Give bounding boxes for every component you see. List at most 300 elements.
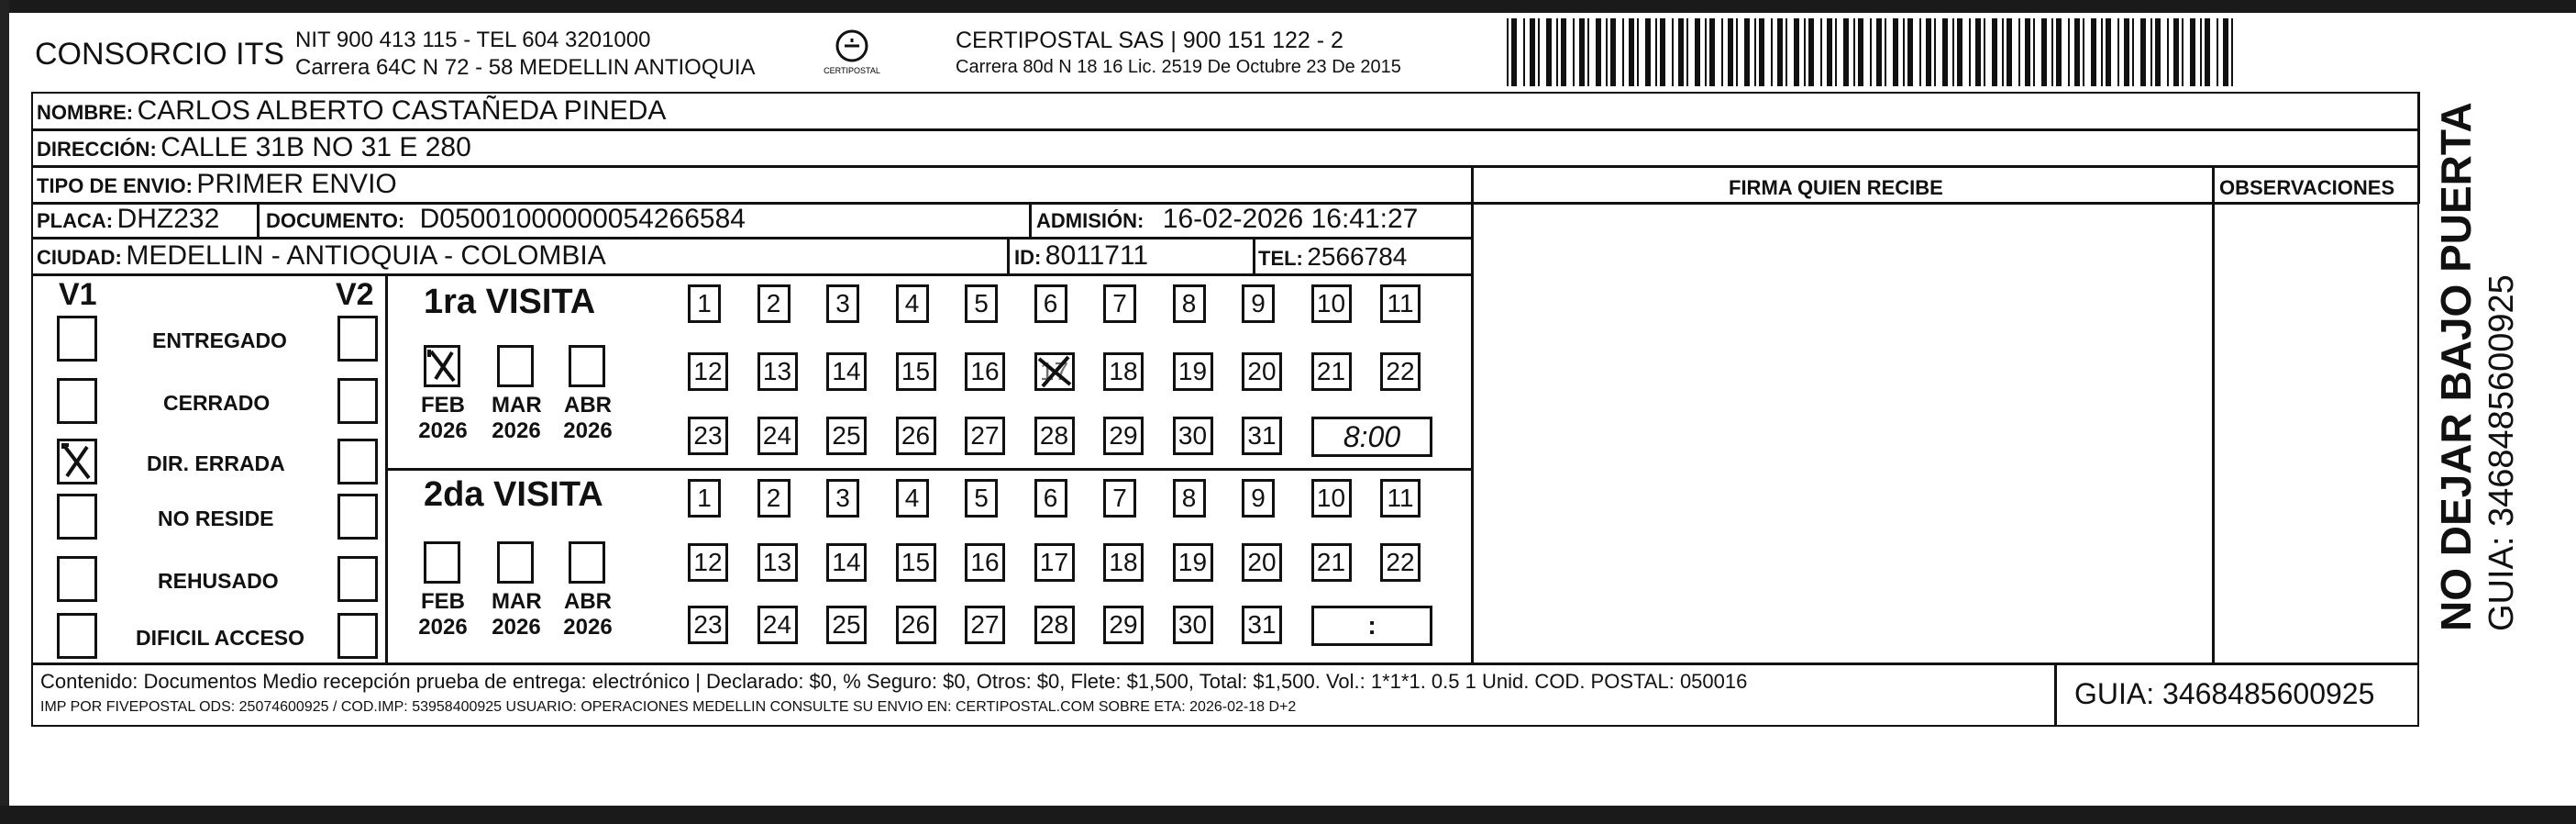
status-label: NO RESIDE bbox=[158, 507, 274, 530]
contenido-text: Contenido: Documentos Medio recepción prueba de entrega: electrónico | Declarado: $0, % Seguro: $0, Otros: $0, Flete: $1,500, Total: $1,500. Vol.: 1*1*1. 0.5 1 Unid. COD. POSTAL: 050016 bbox=[40, 670, 1748, 693]
day-box[interactable] bbox=[1380, 352, 1421, 391]
day-number: 22 bbox=[1386, 548, 1415, 576]
day-number: 11 bbox=[1387, 484, 1414, 512]
day-number: 20 bbox=[1247, 548, 1277, 576]
sender-name: CONSORCIO ITS bbox=[35, 37, 285, 72]
first-visit-time-box[interactable] bbox=[1311, 417, 1432, 457]
day-box[interactable] bbox=[757, 479, 790, 518]
day-box[interactable] bbox=[1173, 352, 1213, 391]
second-visit-time-value: : bbox=[1367, 611, 1376, 640]
day-box[interactable] bbox=[1034, 417, 1075, 455]
day-box[interactable] bbox=[1103, 479, 1136, 518]
day-box[interactable] bbox=[826, 284, 859, 323]
barcode-bar bbox=[1538, 18, 1540, 86]
day-box[interactable] bbox=[1103, 284, 1136, 323]
day-number: 24 bbox=[762, 610, 792, 639]
barcode-bar bbox=[2117, 18, 2119, 86]
barcode-bar bbox=[2124, 18, 2129, 86]
v1-label: V1 bbox=[59, 277, 97, 312]
id-field bbox=[1014, 240, 1148, 272]
day-number: 15 bbox=[901, 357, 931, 385]
day-box[interactable] bbox=[1242, 352, 1282, 391]
barcode-bar bbox=[1794, 18, 1799, 86]
month-label: MAR 2026 bbox=[492, 589, 542, 640]
day-box[interactable] bbox=[826, 543, 867, 582]
barcode-bar bbox=[1835, 18, 1837, 86]
day-number: 25 bbox=[832, 610, 861, 639]
day-number: 15 bbox=[901, 548, 931, 576]
day-box[interactable] bbox=[965, 479, 998, 518]
observaciones-header: OBSERVACIONES bbox=[2219, 176, 2395, 199]
direccion-field bbox=[37, 132, 471, 163]
documento-label: DOCUMENTO: bbox=[266, 209, 405, 232]
firma-header: FIRMA QUIEN RECIBE bbox=[1729, 176, 1943, 199]
barcode-bar bbox=[1637, 18, 1639, 86]
admision-value: 16-02-2026 16:41:27 bbox=[1162, 204, 1419, 234]
ciudad-field bbox=[37, 240, 606, 272]
day-number: 19 bbox=[1177, 548, 1208, 576]
barcode-bar bbox=[1926, 18, 1931, 86]
day-number: 8 bbox=[1181, 484, 1197, 512]
month-checkbox-feb[interactable] bbox=[424, 345, 460, 387]
day-number: 14 bbox=[832, 357, 861, 385]
status-label: REHUSADO bbox=[158, 569, 279, 593]
barcode-bar bbox=[1655, 18, 1657, 86]
barcode-bar bbox=[2140, 18, 2146, 86]
carrier-address: Carrera 80d N 18 16 Lic. 2519 De Octubre 23 De 2015 bbox=[956, 57, 1401, 77]
v1-checkbox[interactable] bbox=[57, 556, 97, 602]
barcode-bar bbox=[1511, 18, 1517, 86]
barcode-bar bbox=[1629, 18, 1634, 86]
day-box[interactable] bbox=[1242, 479, 1275, 518]
barcode-bar bbox=[1606, 18, 1608, 86]
barcode-bar bbox=[1786, 18, 1787, 86]
day-box[interactable] bbox=[1173, 606, 1213, 644]
side-text bbox=[2430, 102, 2559, 631]
barcode-bar bbox=[1957, 18, 1962, 86]
id-value: 8011711 bbox=[1045, 240, 1149, 271]
col-line bbox=[257, 202, 260, 239]
day-box[interactable] bbox=[1242, 606, 1282, 644]
side-guia: GUIA: 3468485600925 bbox=[2482, 274, 2521, 631]
barcode-bar bbox=[2041, 18, 2047, 86]
day-number: 16 bbox=[970, 357, 1000, 385]
barcode-bar bbox=[1808, 18, 1814, 86]
sender-address: Carrera 64C N 72 - 58 MEDELLIN ANTIOQUIA bbox=[295, 55, 756, 80]
barcode-bar bbox=[2205, 18, 2210, 86]
second-visit-time-box[interactable] bbox=[1311, 606, 1432, 646]
barcode-bar bbox=[2018, 18, 2020, 86]
barcode-bar bbox=[2155, 18, 2161, 86]
day-number: 30 bbox=[1177, 610, 1208, 639]
month-checkbox-feb[interactable] bbox=[424, 541, 460, 584]
day-number: 7 bbox=[1112, 289, 1127, 317]
barcode-bar bbox=[1942, 18, 1948, 86]
barcode-bar bbox=[1645, 18, 1651, 86]
barcode-bar bbox=[1853, 18, 1855, 86]
barcode-bar bbox=[2083, 18, 2084, 86]
day-number: 12 bbox=[693, 548, 723, 576]
day-number: 25 bbox=[832, 421, 861, 450]
day-number: 29 bbox=[1109, 610, 1138, 639]
day-box[interactable] bbox=[896, 543, 936, 582]
scan-left-edge bbox=[0, 0, 9, 824]
day-number: 27 bbox=[970, 610, 1000, 639]
day-box[interactable] bbox=[965, 284, 998, 323]
col-line bbox=[1029, 202, 1032, 239]
day-box[interactable] bbox=[1103, 606, 1144, 644]
day-number: 3 bbox=[835, 289, 850, 317]
barcode-bar bbox=[1728, 18, 1733, 86]
day-box[interactable] bbox=[1034, 352, 1075, 391]
day-box[interactable] bbox=[757, 417, 798, 455]
day-number: 9 bbox=[1251, 484, 1266, 512]
barcode-bar bbox=[1984, 18, 1985, 86]
day-number: 28 bbox=[1039, 610, 1069, 639]
day-number: 24 bbox=[762, 421, 792, 450]
barcode-bar bbox=[1934, 18, 1936, 86]
nombre-field bbox=[37, 95, 666, 127]
day-number: 30 bbox=[1177, 421, 1208, 450]
barcode-bar bbox=[1893, 18, 1898, 86]
day-box[interactable] bbox=[1034, 479, 1067, 518]
check-mark-icon bbox=[60, 441, 94, 482]
row-line bbox=[31, 273, 1473, 276]
barcode-bar bbox=[2007, 18, 2012, 86]
barcode-bar bbox=[1721, 18, 1723, 86]
barcode-bar bbox=[2025, 18, 2030, 86]
v1-checkbox[interactable] bbox=[57, 494, 97, 540]
barcode-bar bbox=[2002, 18, 2004, 86]
barcode-bar bbox=[1660, 18, 1665, 86]
tel-value: 2566784 bbox=[1307, 242, 1408, 271]
second-visit-title: 2da VISITA bbox=[424, 475, 603, 514]
direccion-label: DIRECCIÓN: bbox=[37, 138, 157, 161]
tipo-envio-field bbox=[37, 169, 397, 200]
day-number: 4 bbox=[904, 484, 920, 512]
day-box[interactable] bbox=[1380, 284, 1421, 323]
day-number: 26 bbox=[901, 421, 931, 450]
month-label: ABR 2026 bbox=[563, 589, 613, 640]
tel-label: TEL: bbox=[1258, 247, 1303, 270]
col-line bbox=[1253, 237, 1255, 273]
day-box[interactable] bbox=[1311, 543, 1352, 582]
row-line bbox=[31, 663, 2419, 665]
barcode-bar bbox=[1672, 18, 1674, 86]
admision-label: ADMISIÓN: bbox=[1036, 209, 1144, 232]
col-line bbox=[1007, 237, 1010, 273]
v1-checkbox[interactable] bbox=[57, 316, 97, 362]
barcode-bar bbox=[2182, 18, 2184, 86]
v2-checkbox[interactable] bbox=[337, 316, 378, 362]
day-box[interactable] bbox=[688, 606, 728, 644]
carrier-name-nit: CERTIPOSTAL SAS | 900 151 122 - 2 bbox=[956, 28, 1343, 53]
barcode-bar bbox=[1573, 18, 1575, 86]
placa-value: DHZ232 bbox=[116, 204, 220, 234]
barcode-bar bbox=[1771, 18, 1773, 86]
day-box[interactable] bbox=[965, 606, 1005, 644]
barcode-bar bbox=[2091, 18, 2096, 86]
tipo-envio-label: TIPO DE ENVIO: bbox=[37, 174, 193, 197]
day-box[interactable] bbox=[688, 479, 721, 518]
day-box[interactable] bbox=[1311, 284, 1352, 323]
barcode-bar bbox=[1587, 18, 1589, 86]
day-box[interactable] bbox=[1034, 606, 1075, 644]
day-box[interactable] bbox=[1311, 352, 1352, 391]
day-box[interactable] bbox=[896, 352, 936, 391]
barcode-bar bbox=[1820, 18, 1822, 86]
day-box[interactable] bbox=[1173, 479, 1206, 518]
barcode-bar bbox=[2223, 18, 2228, 86]
barcode-bar bbox=[2056, 18, 2062, 86]
barcode-bar bbox=[2190, 18, 2195, 86]
barcode-bar bbox=[1523, 18, 1525, 86]
nombre-value: CARLOS ALBERTO CASTAÑEDA PINEDA bbox=[137, 95, 667, 126]
status-label: DIR. ERRADA bbox=[147, 451, 285, 475]
barcode-bar bbox=[1907, 18, 1913, 86]
day-box[interactable] bbox=[826, 417, 867, 455]
day-number: 21 bbox=[1316, 548, 1346, 576]
barcode-bar bbox=[2167, 18, 2169, 86]
certipostal-logo bbox=[824, 26, 880, 81]
barcode-bar bbox=[1530, 18, 1535, 86]
barcode-bar bbox=[1579, 18, 1585, 86]
col-line bbox=[2054, 663, 2057, 727]
v1-checkbox[interactable] bbox=[57, 439, 97, 484]
barcode-bar bbox=[1686, 18, 1688, 86]
day-box[interactable] bbox=[896, 284, 929, 323]
barcode-bar bbox=[1876, 18, 1882, 86]
day-box[interactable] bbox=[826, 479, 859, 518]
day-number: 22 bbox=[1386, 357, 1415, 385]
day-box[interactable] bbox=[1034, 543, 1075, 582]
day-number: 7 bbox=[1112, 484, 1127, 512]
barcode-bar bbox=[1744, 18, 1750, 86]
day-number: 11 bbox=[1387, 289, 1414, 317]
day-box[interactable] bbox=[688, 543, 728, 582]
day-box[interactable] bbox=[757, 606, 798, 644]
placa-label: PLACA: bbox=[37, 209, 114, 232]
barcode-bar bbox=[1759, 18, 1764, 86]
barcode-bar bbox=[2132, 18, 2134, 86]
day-number: 5 bbox=[974, 484, 989, 512]
v2-checkbox[interactable] bbox=[337, 613, 378, 659]
month-checkbox-abr[interactable] bbox=[569, 541, 605, 584]
row-line bbox=[31, 165, 2419, 168]
day-number: 1 bbox=[697, 289, 712, 317]
barcode-bar bbox=[1952, 18, 1954, 86]
v2-checkbox[interactable] bbox=[337, 378, 378, 424]
ciudad-value: MEDELLIN - ANTIOQUIA - COLOMBIA bbox=[126, 240, 606, 271]
barcode-bar bbox=[2068, 18, 2070, 86]
check-mark-icon bbox=[1035, 353, 1076, 390]
barcode-bar bbox=[1992, 18, 1997, 86]
day-number: 9 bbox=[1251, 289, 1266, 317]
day-box[interactable] bbox=[1034, 284, 1067, 323]
day-number: 1 bbox=[697, 484, 712, 512]
day-number: 5 bbox=[974, 289, 989, 317]
barcode-bar bbox=[1622, 18, 1624, 86]
scan-bottom-edge bbox=[0, 806, 2576, 824]
col-line bbox=[2417, 92, 2420, 204]
tel-field bbox=[1258, 242, 1407, 272]
v2-checkbox[interactable] bbox=[337, 556, 378, 602]
barcode-bar bbox=[1678, 18, 1684, 86]
month-label: FEB 2026 bbox=[418, 393, 468, 443]
day-box[interactable] bbox=[757, 543, 798, 582]
day-number: 16 bbox=[970, 548, 1000, 576]
day-number: 19 bbox=[1177, 357, 1208, 385]
day-number: 28 bbox=[1039, 421, 1069, 450]
barcode-bar bbox=[1556, 18, 1558, 86]
barcode-bar bbox=[2173, 18, 2179, 86]
id-label: ID: bbox=[1014, 246, 1042, 269]
barcode-bar bbox=[2106, 18, 2111, 86]
col-line bbox=[2212, 165, 2215, 663]
sender-nit-tel: NIT 900 413 115 - TEL 604 3201000 bbox=[295, 28, 651, 52]
barcode-bar bbox=[1546, 18, 1552, 86]
barcode-bar bbox=[2231, 18, 2233, 86]
month-label: FEB 2026 bbox=[418, 589, 468, 640]
day-box[interactable] bbox=[1103, 352, 1144, 391]
barcode-bar bbox=[1975, 18, 1981, 86]
barcode-bar bbox=[1858, 18, 1863, 86]
day-box[interactable] bbox=[896, 606, 936, 644]
barcode-bar bbox=[1610, 18, 1616, 86]
day-number: 6 bbox=[1043, 289, 1058, 317]
day-box[interactable] bbox=[826, 606, 867, 644]
imp-text: IMP POR FIVEPOSTAL ODS: 25074600925 / COD.IMP: 53958400925 USUARIO: OPERACIONES MEDELLIN CONSULTE SU ENVIO EN: CERTIPOSTAL.COM SOBRE ETA: 2026-02-18 D+2 bbox=[40, 699, 1297, 715]
day-box[interactable] bbox=[826, 352, 867, 391]
barcode-bar bbox=[1705, 18, 1707, 86]
barcode-bar bbox=[1804, 18, 1806, 86]
barcode-bar bbox=[1777, 18, 1783, 86]
barcode-bar bbox=[1561, 18, 1566, 86]
day-box[interactable] bbox=[1380, 543, 1421, 582]
day-number: 31 bbox=[1247, 421, 1277, 450]
placa-field bbox=[37, 204, 219, 235]
day-box[interactable] bbox=[688, 284, 721, 323]
day-box[interactable] bbox=[1380, 479, 1421, 518]
day-box[interactable] bbox=[1242, 284, 1275, 323]
day-box[interactable] bbox=[965, 543, 1005, 582]
day-number: 2 bbox=[766, 484, 781, 512]
nombre-label: NOMBRE: bbox=[37, 101, 134, 124]
day-box[interactable] bbox=[1103, 543, 1144, 582]
day-box[interactable] bbox=[757, 284, 790, 323]
month-label: MAR 2026 bbox=[492, 393, 542, 443]
day-number: 18 bbox=[1109, 548, 1138, 576]
day-number: 27 bbox=[970, 421, 1000, 450]
barcode-bar bbox=[1827, 18, 1832, 86]
barcode-bar bbox=[2200, 18, 2202, 86]
v2-checkbox[interactable] bbox=[337, 494, 378, 540]
day-number: 13 bbox=[762, 548, 792, 576]
month-checkbox-mar[interactable] bbox=[497, 541, 534, 584]
day-box[interactable] bbox=[965, 417, 1005, 455]
barcode-bar bbox=[2150, 18, 2152, 86]
day-number: 21 bbox=[1316, 357, 1346, 385]
day-box[interactable] bbox=[688, 417, 728, 455]
check-mark-icon bbox=[426, 348, 458, 384]
barcode-bar bbox=[1736, 18, 1738, 86]
day-box[interactable] bbox=[896, 417, 936, 455]
day-number: 13 bbox=[762, 357, 792, 385]
day-box[interactable] bbox=[965, 352, 1005, 391]
v2-checkbox[interactable] bbox=[337, 439, 378, 484]
day-number: 17 bbox=[1039, 548, 1069, 576]
barcode-bar bbox=[1870, 18, 1872, 86]
barcode-bar bbox=[2051, 18, 2053, 86]
row-line bbox=[31, 237, 1473, 239]
month-checkbox-mar[interactable] bbox=[497, 345, 534, 387]
day-box[interactable] bbox=[1242, 543, 1282, 582]
svg-text:CERTIPOSTAL: CERTIPOSTAL bbox=[824, 66, 880, 75]
status-label: CERRADO bbox=[163, 391, 271, 415]
month-checkbox-abr[interactable] bbox=[569, 345, 605, 387]
day-box[interactable] bbox=[1173, 417, 1213, 455]
v2-label: V2 bbox=[336, 277, 374, 312]
tipo-envio-value: PRIMER ENVIO bbox=[196, 169, 397, 199]
day-box[interactable] bbox=[1173, 543, 1213, 582]
barcode-bar bbox=[2217, 18, 2218, 86]
barcode-bar bbox=[1507, 18, 1509, 86]
day-number: 17 bbox=[1039, 357, 1069, 385]
v1-checkbox[interactable] bbox=[57, 613, 97, 659]
barcode-bar bbox=[1885, 18, 1886, 86]
day-box[interactable] bbox=[896, 479, 929, 518]
barcode-bar bbox=[1969, 18, 1971, 86]
documento-value: D05001000000054266584 bbox=[419, 204, 746, 234]
no-dejar-bajo-puerta: NO DEJAR BAJO PUERTA bbox=[2432, 102, 2480, 631]
barcode-bar bbox=[1695, 18, 1700, 86]
day-box[interactable] bbox=[1242, 417, 1282, 455]
day-number: 3 bbox=[835, 484, 850, 512]
day-box[interactable] bbox=[688, 352, 728, 391]
day-number: 2 bbox=[766, 289, 781, 317]
row-line bbox=[385, 468, 1473, 471]
day-number: 20 bbox=[1247, 357, 1277, 385]
day-number: 31 bbox=[1247, 610, 1277, 639]
direccion-value: CALLE 31B NO 31 E 280 bbox=[160, 132, 471, 162]
first-visit-time-value: 8:00 bbox=[1343, 419, 1401, 453]
barcode-bar bbox=[1596, 18, 1601, 86]
day-number: 23 bbox=[693, 421, 723, 450]
day-number: 10 bbox=[1316, 484, 1346, 512]
status-label: DIFICIL ACCESO bbox=[136, 626, 305, 650]
day-number: 23 bbox=[693, 610, 723, 639]
row-line bbox=[31, 128, 2419, 131]
col-line bbox=[1471, 165, 1474, 663]
day-number: 18 bbox=[1109, 357, 1138, 385]
day-box[interactable] bbox=[757, 352, 798, 391]
day-number: 26 bbox=[901, 610, 931, 639]
day-box[interactable] bbox=[1173, 284, 1206, 323]
barcode-bar bbox=[1843, 18, 1849, 86]
day-box[interactable] bbox=[1103, 417, 1144, 455]
status-label: ENTREGADO bbox=[152, 328, 287, 352]
barcode-bar bbox=[1709, 18, 1715, 86]
scan-top-edge bbox=[0, 0, 2576, 13]
day-number: 6 bbox=[1043, 484, 1058, 512]
barcode-bar bbox=[1919, 18, 1921, 86]
barcode-bar bbox=[1903, 18, 1905, 86]
v1-checkbox[interactable] bbox=[57, 378, 97, 424]
day-number: 10 bbox=[1316, 289, 1346, 317]
day-number: 29 bbox=[1109, 421, 1138, 450]
barcode-bar bbox=[1754, 18, 1756, 86]
day-box[interactable] bbox=[1311, 479, 1352, 518]
